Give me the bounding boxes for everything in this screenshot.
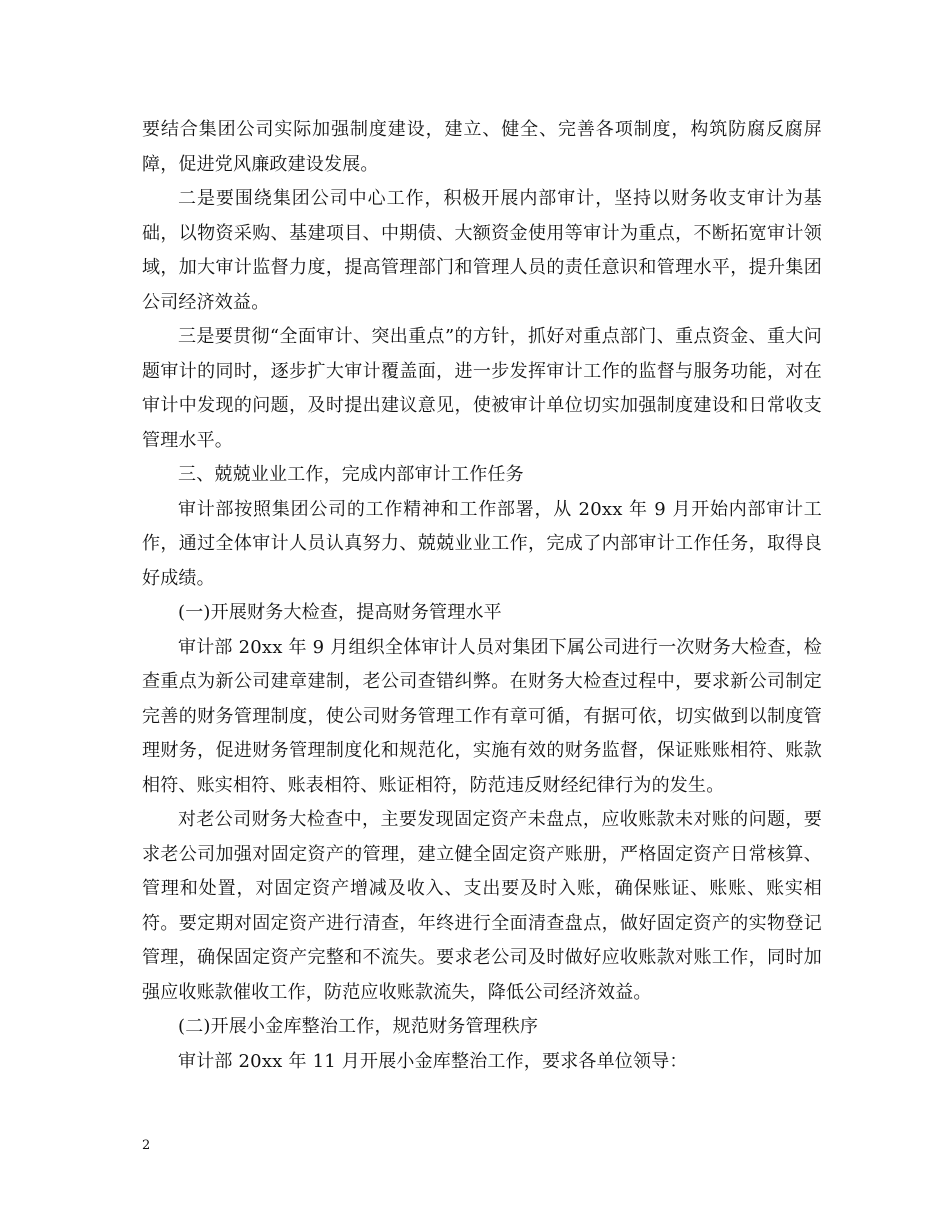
document-body xyxy=(142,113,822,1079)
section-heading-3: 三、兢兢业业工作，完成内部审计工作任务 xyxy=(178,464,524,485)
paragraph-2: 二是要围绕集团公司中心工作，积极开展内部审计，坚持以财务收支审计为基础，以物资采购、基建项目、中期债、大额资金使用等审计为重点，不断拓宽审计领域，加大审计监督力度，提高管理部门和管理人员的责任意识和管理水平，提升集团公司经济效益。 xyxy=(142,188,822,313)
paragraph-7: 审计部 20xx 年 11 月开展小金库整治工作，要求各单位领导： xyxy=(178,1050,688,1072)
paragraph-6: 对老公司财务大检查中，主要发现固定资产未盘点，应收账款未对账的问题，要求老公司加强对固定资产的管理，建立健全固定资产账册，严格固定资产日常核算、管理和处置，对固定资产增减及收入、支出要及时入账，确保账证、账账、账实相符。要定期对固定资产进行清查，年终进行全面清查盘点，做好固定资产的实物登记管理，确保固定资产完整和不流失。要求老公司及时做好应收账款对账工作，同时加强应收账款催收工作，防范应收账款流失，降低公司经济效益。 xyxy=(142,809,822,1003)
subsection-heading-2: (二)开展小金库整治工作，规范财务管理秩序 xyxy=(178,1016,539,1037)
paragraph-5: 审计部 20xx 年 9 月组织全体审计人员对集团下属公司进行一次财务大检查，检查重点为新公司建章建制，老公司查错纠弊。在财务大检查过程中，要求新公司制定完善的财务管理制度，使公司财务管理工作有章可循，有据可依，切实做到以制度管理财务，促进财务管理制度化和规范化，实施有效的财务监督，保证账账相符、账款相符、账实相符、账表相符、账证相符，防范违反财经纪律行为的发生。 xyxy=(142,636,822,796)
paragraph-3: 三是要贯彻“全面审计、突出重点”的方针，抓好对重点部门、重点资金、重大问题审计的同时，逐步扩大审计覆盖面，进一步发挥审计工作的监督与服务功能，对在审计中发现的问题，及时提出建议意见，使被审计单位切实加强制度建设和日常收支管理水平。 xyxy=(142,326,822,451)
page-number: 2 xyxy=(142,1138,151,1153)
paragraph-4: 审计部按照集团公司的工作精神和工作部署，从 20xx 年 9 月开始内部审计工作，通过全体审计人员认真努力、兢兢业业工作，完成了内部审计工作任务，取得良好成绩。 xyxy=(142,498,822,589)
subsection-heading-1: (一)开展财务大检查，提高财务管理水平 xyxy=(178,602,502,623)
paragraph-1: 要结合集团公司实际加强制度建设，建立、健全、完善各项制度，构筑防腐反腐屏障，促进党风廉政建设发展。 xyxy=(142,119,822,175)
